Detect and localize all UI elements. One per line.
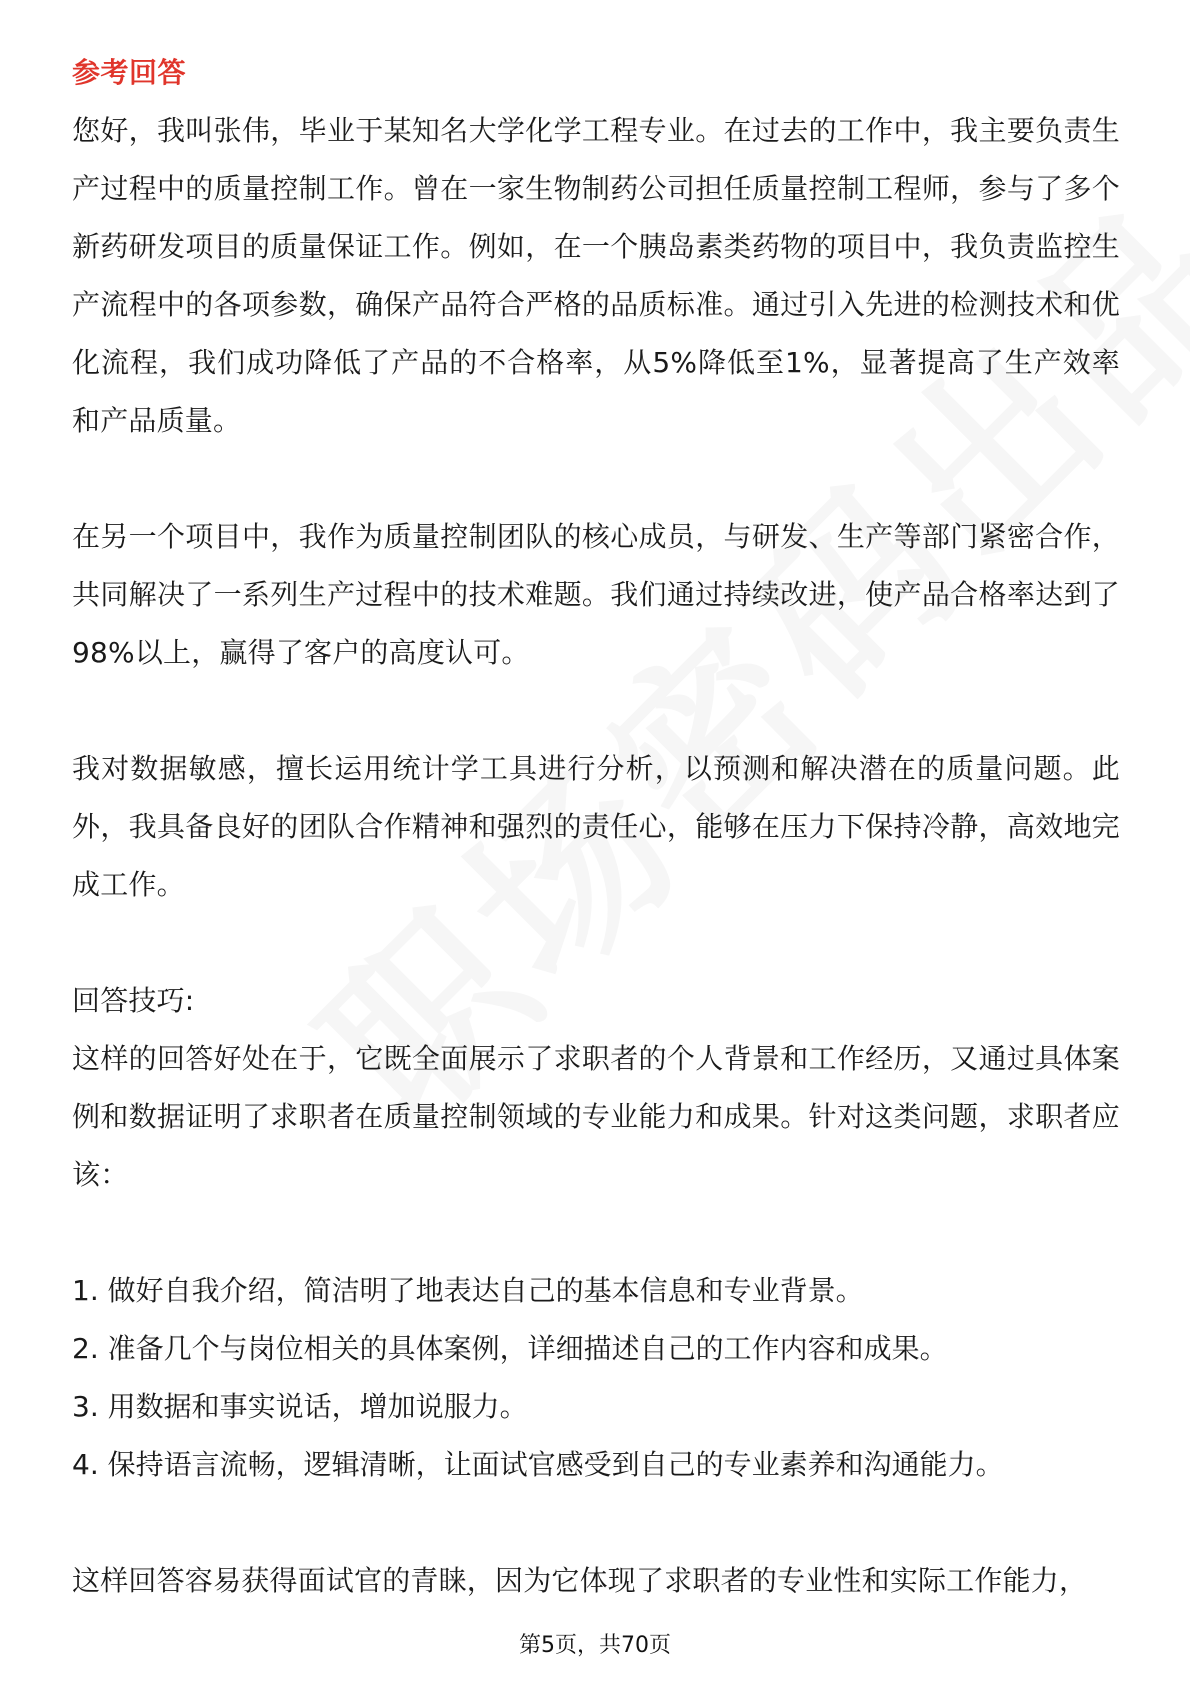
tip-item: 4. 保持语言流畅，逻辑清晰，让面试官感受到自己的专业素养和沟通能力。 xyxy=(72,1448,1004,1481)
paragraph-gap xyxy=(72,450,1120,508)
paragraph-gap xyxy=(72,1494,1120,1552)
tips-heading: 回答技巧: xyxy=(72,984,195,1017)
tips-intro: 这样的回答好处在于，它既全面展示了求职者的个人背景和工作经历，又通过具体案例和数据证明了求职者在质量控制领域的专业能力和成果。针对这类问题，求职者应该： xyxy=(72,1042,1120,1191)
tip-item: 3. 用数据和事实说话，增加说服力。 xyxy=(72,1390,528,1423)
section-heading: 参考回答 xyxy=(72,56,187,89)
answer-paragraph-1: 您好，我叫张伟，毕业于某知名大学化学工程专业。在过去的工作中，我主要负责生产过程中的质量控制工作。曾在一家生物制药公司担任质量控制工程师，参与了多个新药研发项目的质量保证工作。例如，在一个胰岛素类药物的项目中，我负责监控生产流程中的各项参数，确保产品符合严格的品质标准。通过引入先进的检测技术和优化流程，我们成功降低了产品的不合格率，从5%降低至1%，显著提高了生产效率和产品质量。 xyxy=(72,114,1120,437)
tip-item: 2. 准备几个与岗位相关的具体案例，详细描述自己的工作内容和成果。 xyxy=(72,1332,948,1365)
tip-item: 1. 做好自我介绍，简洁明了地表达自己的基本信息和专业背景。 xyxy=(72,1274,864,1307)
answer-paragraph-2: 在另一个项目中，我作为质量控制团队的核心成员，与研发、生产等部门紧密合作，共同解决了一系列生产过程中的技术难题。我们通过持续改进，使产品合格率达到了98%以上，赢得了客户的高度认可。 xyxy=(72,520,1120,669)
document-content xyxy=(72,44,1120,1610)
page-number-footer: 第5页，共70页 xyxy=(519,1633,671,1658)
paragraph-gap xyxy=(72,682,1120,740)
paragraph-gap xyxy=(72,914,1120,972)
answer-paragraph-3: 我对数据敏感，擅长运用统计学工具进行分析，以预测和解决潜在的质量问题。此外，我具备良好的团队合作精神和强烈的责任心，能够在压力下保持冷静，高效地完成工作。 xyxy=(72,752,1120,901)
paragraph-gap xyxy=(72,1204,1120,1262)
closing-paragraph: 这样回答容易获得面试官的青睐，因为它体现了求职者的专业性和实际工作能力， xyxy=(72,1564,1088,1597)
